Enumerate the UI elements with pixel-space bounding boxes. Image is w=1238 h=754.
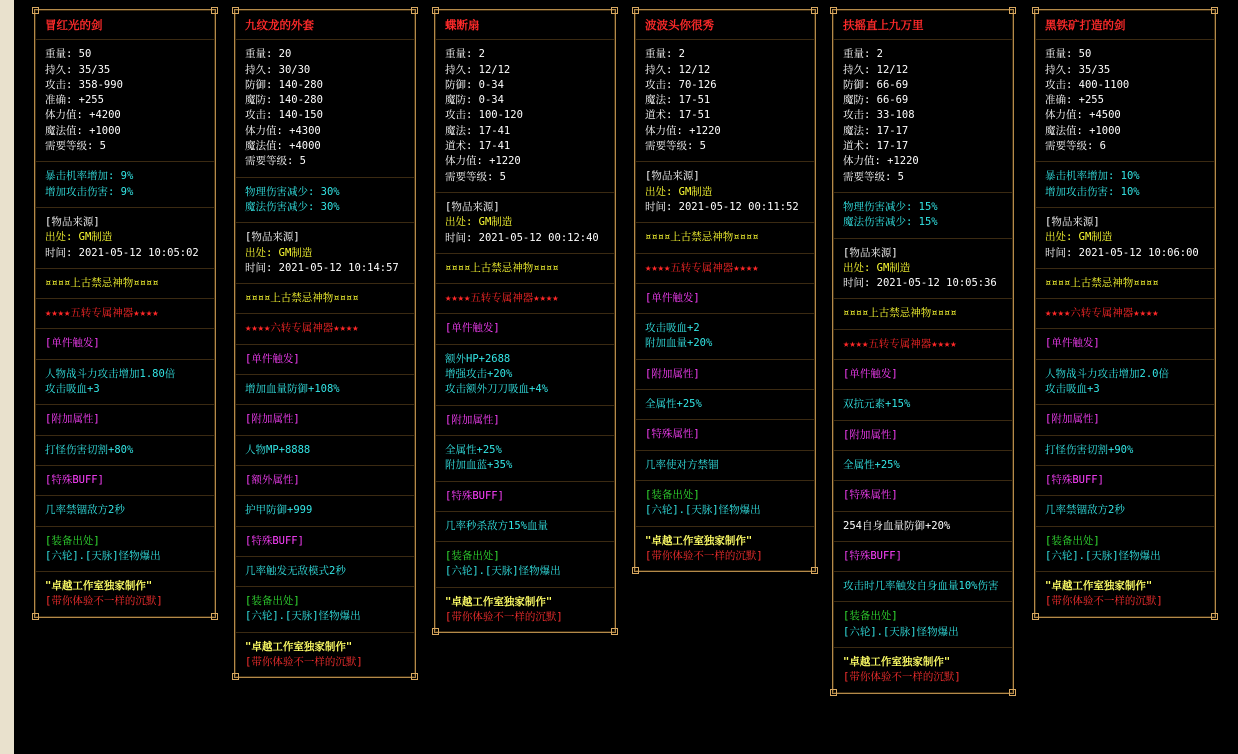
tooltip-section [833,239,1013,300]
tooltip-section [35,299,215,329]
attribute-line: [装备出处] [45,534,100,547]
item-tooltip-card [34,9,216,618]
attribute-line: [特殊BUFF] [843,549,902,562]
attribute-line: 双抗元素+15% [843,398,911,411]
attribute-line: 重量: 2 [645,48,685,61]
attribute-line: 出处: GM制造 [245,246,313,259]
attribute-line: [带你体验不一样的沉默] [843,671,961,684]
attribute-line: 额外HP+2688 [445,352,511,365]
frame-corner-ornament [632,567,639,574]
tooltip-section [1035,466,1215,496]
tooltip-section [833,572,1013,602]
attribute-line: 重量: 20 [245,48,292,61]
attribute-line: "卓越工作室独家制作" [445,595,553,608]
frame-corner-ornament [830,689,837,696]
attribute-line: 道术: 17-41 [445,140,511,153]
attribute-line: [六轮].[天脉]怪物爆出 [1045,549,1161,562]
frame-corner-ornament [232,7,239,14]
tooltip-section [435,542,615,588]
tooltip-section [635,162,815,223]
item-tooltip-card [234,9,416,678]
tooltip-section [235,527,415,557]
attribute-line: 魔法伤害减少: 15% [843,216,938,229]
attribute-line: 防御: 0-34 [445,78,504,91]
attribute-line: [额外属性] [245,473,300,486]
frame-corner-ornament [1032,613,1039,620]
attribute-line: 持久: 35/35 [1045,63,1111,76]
attribute-line: ¤¤¤¤上古禁忌神物¤¤¤¤ [45,276,159,289]
frame-corner-ornament [211,613,218,620]
attribute-line: [物品来源] [645,170,700,183]
item-tooltip-card [1034,9,1216,618]
attribute-line: 魔法伤害减少: 30% [245,200,340,213]
tooltip-section [35,466,215,496]
attribute-line: 时间: 2021-05-12 00:11:52 [645,200,799,213]
tooltip-section [635,360,815,390]
item-tooltip-card [832,9,1014,694]
attribute-line: 体力值: +4200 [45,109,121,122]
attribute-line: 人物MP+8888 [245,443,311,456]
attribute-line: [物品来源] [1045,215,1100,228]
tooltip-section [833,193,1013,239]
attribute-line: 持久: 12/12 [645,63,711,76]
attribute-line: 攻击吸血+3 [1045,383,1100,396]
attribute-line: 全属性+25% [645,398,702,411]
item-tooltip-card [634,9,816,572]
attribute-line: [单件触发] [445,322,500,335]
attribute-line: 需要等级: 5 [645,140,706,153]
attribute-line: 护甲防御+999 [245,504,313,517]
attribute-line: [六轮].[天脉]怪物爆出 [45,549,161,562]
attribute-line: 持久: 35/35 [45,63,111,76]
attribute-line: 出处: GM制造 [445,216,513,229]
attribute-line: 几率触发无敌模式2秒 [245,564,346,577]
attribute-line: ¤¤¤¤上古禁忌神物¤¤¤¤ [245,292,359,305]
attribute-line: 需要等级: 5 [45,140,106,153]
attribute-line: [特殊BUFF] [1045,473,1104,486]
frame-corner-ornament [1211,613,1218,620]
tooltip-section [635,284,815,314]
item-name: 扶摇直上九万里 [833,10,1013,40]
attribute-line: "卓越工作室独家制作" [45,580,153,593]
attribute-line: 魔法: 17-51 [645,94,711,107]
tooltip-section [235,284,415,314]
attribute-line: 魔法: 17-41 [445,124,511,137]
tooltip-section [1035,162,1215,208]
frame-corner-ornament [432,628,439,635]
attribute-line: 重量: 2 [445,48,485,61]
tooltip-section [635,527,815,572]
tooltip-section [435,436,615,482]
attribute-line: 攻击: 33-108 [843,109,915,122]
tooltip-section [435,482,615,512]
attribute-line: "卓越工作室独家制作" [1045,580,1153,593]
tooltip-section [833,390,1013,420]
tooltip-section [235,375,415,405]
frame-corner-ornament [411,7,418,14]
attribute-line: 防御: 66-69 [843,78,909,91]
tooltip-section [35,527,215,573]
attribute-line: 附加血蓝+35% [445,459,513,472]
tooltip-section [833,421,1013,451]
tooltip-section [435,588,615,633]
attribute-line: [装备出处] [645,488,700,501]
attribute-line: 增加血量防御+108% [245,383,340,396]
tooltip-section [635,40,815,162]
attribute-line: 重量: 50 [1045,48,1092,61]
tooltip-section [635,420,815,450]
attribute-line: 需要等级: 5 [445,170,506,183]
tooltip-section [35,329,215,359]
tooltip-section [833,542,1013,572]
attribute-line: 打怪伤害切割+90% [1045,443,1134,456]
attribute-line: 魔防: 66-69 [843,94,909,107]
tooltip-section [435,254,615,284]
attribute-line: ★★★★五转专属神器★★★★ [445,292,559,305]
tooltip-section [35,162,215,208]
attribute-line: 重量: 50 [45,48,92,61]
attribute-line: 防御: 140-280 [245,78,323,91]
attribute-line: [物品来源] [245,231,300,244]
attribute-line: 出处: GM制造 [843,261,911,274]
attribute-line: 准确: +255 [45,94,104,107]
attribute-line: 魔防: 140-280 [245,94,323,107]
tooltip-section [235,436,415,466]
attribute-line: [附加属性] [245,413,300,426]
attribute-line: 出处: GM制造 [645,185,713,198]
attribute-line: ★★★★五转专属神器★★★★ [843,337,957,350]
tooltip-section [235,314,415,344]
tooltip-section [35,269,215,299]
attribute-line: [装备出处] [245,595,300,608]
attribute-line: 需要等级: 5 [245,155,306,168]
tooltip-section [35,40,215,162]
tooltip-section [435,40,615,193]
attribute-line: 道术: 17-51 [645,109,711,122]
attribute-line: 出处: GM制造 [45,231,113,244]
attribute-line: ¤¤¤¤上古禁忌神物¤¤¤¤ [1045,276,1159,289]
tooltip-section [435,345,615,406]
frame-corner-ornament [811,7,818,14]
attribute-line: 需要等级: 6 [1045,140,1106,153]
tooltip-section [635,314,815,360]
tooltip-section [1035,405,1215,435]
tooltip-section [833,451,1013,481]
tooltip-section [235,557,415,587]
attribute-line: 需要等级: 5 [843,170,904,183]
attribute-line: 攻击: 100-120 [445,109,523,122]
tooltip-section [435,193,615,254]
frame-corner-ornament [830,7,837,14]
attribute-line: 攻击: 400-1100 [1045,78,1130,91]
frame-corner-ornament [1032,7,1039,14]
tooltip-section [235,633,415,678]
tooltip-section [1035,299,1215,329]
item-name: 波波头你很秀 [635,10,815,40]
tooltip-section [235,178,415,224]
attribute-line: [装备出处] [1045,534,1100,547]
attribute-line: 持久: 30/30 [245,63,311,76]
tooltip-section [1035,329,1215,359]
attribute-line: [附加属性] [843,428,898,441]
attribute-line: 人物战斗力攻击增加1.80倍 [45,367,176,380]
attribute-line: 体力值: +1220 [445,155,521,168]
tooltip-section [35,496,215,526]
tooltip-section [435,512,615,542]
attribute-line: [附加属性] [1045,413,1100,426]
tooltip-section [35,208,215,269]
frame-corner-ornament [432,7,439,14]
attribute-line: 体力值: +4500 [1045,109,1121,122]
tooltip-section [635,481,815,527]
attribute-line: 人物战斗力攻击增加2.0倍 [1045,367,1169,380]
attribute-line: 物理伤害减少: 30% [245,185,340,198]
attribute-line: [装备出处] [445,550,500,563]
attribute-line: 几率使对方禁锢 [645,458,719,471]
frame-corner-ornament [211,7,218,14]
attribute-line: [特殊属性] [843,489,898,502]
attribute-line: 持久: 12/12 [445,63,511,76]
frame-corner-ornament [1211,7,1218,14]
tooltip-section [1035,360,1215,406]
attribute-line: ¤¤¤¤上古禁忌神物¤¤¤¤ [843,307,957,320]
attribute-line: 增加攻击伤害: 10% [1045,185,1140,198]
frame-corner-ornament [1009,689,1016,696]
tooltip-section [435,284,615,314]
tooltip-section [1035,496,1215,526]
attribute-line: 几率禁锢敌方2秒 [45,504,125,517]
tooltip-section [833,648,1013,693]
tooltip-section [235,345,415,375]
attribute-line: [装备出处] [843,610,898,623]
tooltip-section [35,405,215,435]
frame-corner-ornament [811,567,818,574]
attribute-line: [带你体验不一样的沉默] [1045,595,1163,608]
attribute-line: [特殊属性] [645,428,700,441]
attribute-line: 几率禁锢敌方2秒 [1045,504,1125,517]
frame-corner-ornament [611,7,618,14]
attribute-line: ¤¤¤¤上古禁忌神物¤¤¤¤ [445,261,559,274]
attribute-line: 物理伤害减少: 15% [843,200,938,213]
attribute-line: 时间: 2021-05-12 10:06:00 [1045,246,1199,259]
attribute-line: 附加血量+20% [645,337,713,350]
tooltip-section [1035,436,1215,466]
attribute-line: [六轮].[天脉]怪物爆出 [245,610,361,623]
tooltip-section [833,481,1013,511]
frame-corner-ornament [611,628,618,635]
attribute-line: ★★★★六转专属神器★★★★ [245,322,359,335]
item-name: 蝶断扇 [435,10,615,40]
tooltip-section [1035,572,1215,617]
attribute-line: [附加属性] [645,367,700,380]
tooltip-section [1035,269,1215,299]
attribute-line: 几率秒杀敌方15%血量 [445,519,548,532]
attribute-line: [物品来源] [843,246,898,259]
attribute-line: 攻击额外刀刀吸血+4% [445,383,548,396]
tooltip-section [435,406,615,436]
tooltip-section [635,254,815,284]
attribute-line: [六轮].[天脉]怪物爆出 [445,565,561,578]
attribute-line: 增加攻击伤害: 9% [45,185,134,198]
tooltip-section [235,587,415,633]
tooltip-section [833,330,1013,360]
attribute-line: [带你体验不一样的沉默] [645,549,763,562]
tooltip-section [235,405,415,435]
attribute-line: 魔法: 17-17 [843,124,909,137]
attribute-line: [单件触发] [45,337,100,350]
attribute-line: [特殊BUFF] [45,473,104,486]
attribute-line: 时间: 2021-05-12 10:14:57 [245,261,399,274]
attribute-line: ★★★★五转专属神器★★★★ [645,261,759,274]
attribute-line: [六轮].[天脉]怪物爆出 [645,504,761,517]
tooltip-section [833,40,1013,193]
attribute-line: [附加属性] [445,413,500,426]
attribute-line: 魔法值: +1000 [1045,124,1121,137]
attribute-line: 魔防: 0-34 [445,94,504,107]
attribute-line: 打怪伤害切割+80% [45,443,134,456]
attribute-line: [特殊BUFF] [245,534,304,547]
item-name: 冒红光的剑 [35,10,215,40]
attribute-line: [六轮].[天脉]怪物爆出 [843,625,959,638]
attribute-line: 攻击吸血+2 [645,322,700,335]
attribute-line: 全属性+25% [445,443,502,456]
attribute-line: 时间: 2021-05-12 10:05:36 [843,277,997,290]
attribute-line: 254自身血量防御+20% [843,519,951,532]
tooltip-section [35,360,215,406]
attribute-line: 攻击吸血+3 [45,383,100,396]
tooltip-section [35,572,215,617]
attribute-line: [物品来源] [45,215,100,228]
attribute-line: [带你体验不一样的沉默] [445,611,563,624]
attribute-line: 暴击机率增加: 10% [1045,170,1140,183]
attribute-line: 全属性+25% [843,458,900,471]
attribute-line: 出处: GM制造 [1045,231,1113,244]
attribute-line: ¤¤¤¤上古禁忌神物¤¤¤¤ [645,231,759,244]
attribute-line: 魔法值: +1000 [45,124,121,137]
attribute-line: ★★★★五转专属神器★★★★ [45,307,159,320]
frame-corner-ornament [411,673,418,680]
attribute-line: 时间: 2021-05-12 00:12:40 [445,231,599,244]
attribute-line: [单件触发] [843,368,898,381]
tooltip-stage [14,0,1238,754]
attribute-line: 道术: 17-17 [843,140,909,153]
item-tooltip-card [434,9,616,633]
attribute-line: "卓越工作室独家制作" [645,534,753,547]
attribute-line: [附加属性] [45,413,100,426]
tooltip-section [635,223,815,253]
attribute-line: 体力值: +1220 [843,155,919,168]
tooltip-section [235,40,415,177]
tooltip-section [235,223,415,284]
frame-corner-ornament [32,7,39,14]
attribute-line: 持久: 12/12 [843,63,909,76]
tooltip-section [435,314,615,344]
tooltip-section [833,299,1013,329]
attribute-line: 攻击: 140-150 [245,109,323,122]
attribute-line: 时间: 2021-05-12 10:05:02 [45,246,199,259]
attribute-line: 暴击机率增加: 9% [45,170,134,183]
tooltip-section [635,451,815,481]
attribute-line: [单件触发] [645,291,700,304]
attribute-line: 攻击: 70-126 [645,78,717,91]
attribute-line: [带你体验不一样的沉默] [245,656,363,669]
attribute-line: 攻击: 358-990 [45,78,123,91]
attribute-line: 增强攻击+20% [445,368,513,381]
attribute-line: [带你体验不一样的沉默] [45,595,163,608]
attribute-line: 体力值: +4300 [245,124,321,137]
tooltip-section [235,466,415,496]
attribute-line: [单件触发] [1045,337,1100,350]
attribute-line: 魔法值: +4000 [245,140,321,153]
attribute-line: 重量: 2 [843,48,883,61]
attribute-line: [单件触发] [245,352,300,365]
tooltip-section [1035,40,1215,162]
frame-corner-ornament [32,613,39,620]
attribute-line: 准确: +255 [1045,94,1104,107]
item-name: 九纹龙的外套 [235,10,415,40]
attribute-line: 体力值: +1220 [645,124,721,137]
item-name: 黑铁矿打造的剑 [1035,10,1215,40]
frame-corner-ornament [232,673,239,680]
attribute-line: ★★★★六转专属神器★★★★ [1045,307,1159,320]
tooltip-section [1035,208,1215,269]
attribute-line: 攻击时几率触发自身血量10%伤害 [843,580,999,593]
attribute-line: [物品来源] [445,200,500,213]
attribute-line: "卓越工作室独家制作" [245,640,353,653]
tooltip-section [235,496,415,526]
frame-corner-ornament [632,7,639,14]
tooltip-section [833,360,1013,390]
tooltip-section [1035,527,1215,573]
tooltip-section [35,436,215,466]
attribute-line: [特殊BUFF] [445,489,504,502]
frame-corner-ornament [1009,7,1016,14]
tooltip-section [833,602,1013,648]
tooltip-section [635,390,815,420]
tooltip-section [833,512,1013,542]
attribute-line: "卓越工作室独家制作" [843,656,951,669]
